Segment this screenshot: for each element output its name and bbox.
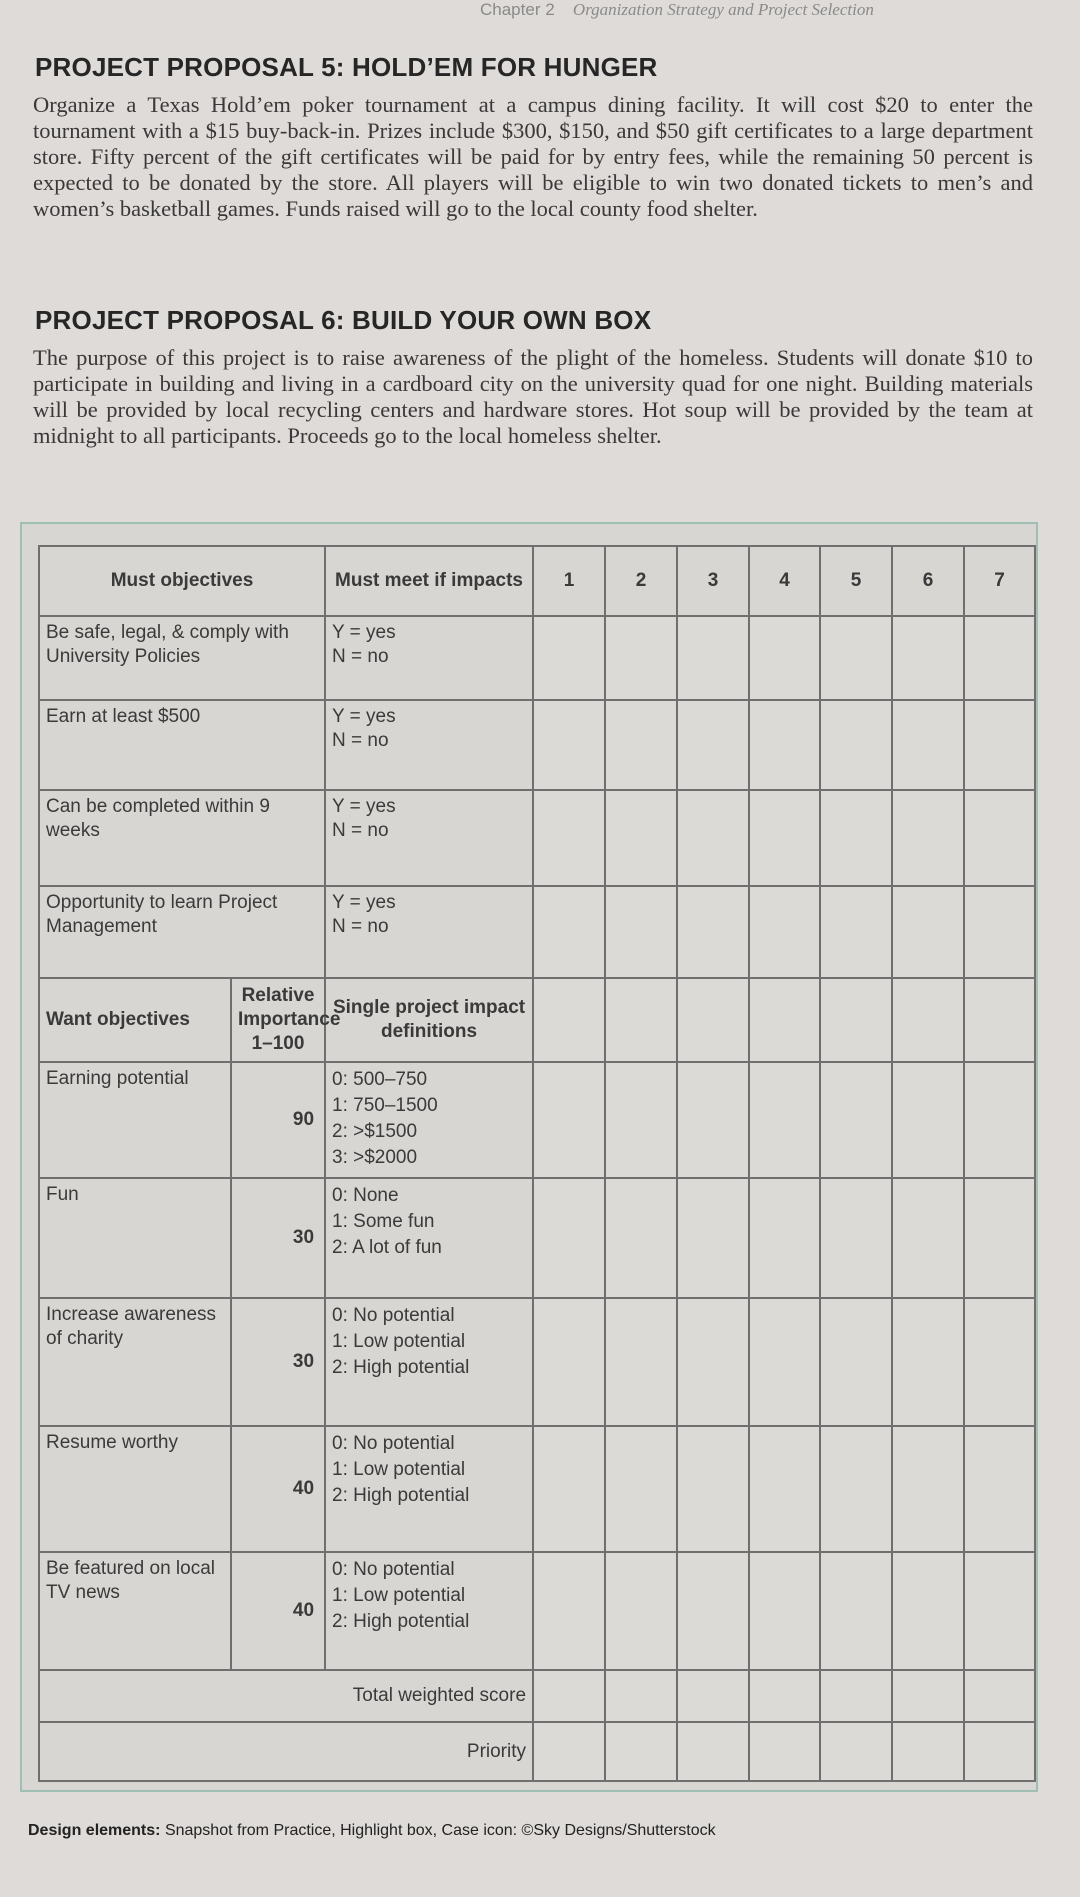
proposal-6-heading: PROJECT PROPOSAL 6: BUILD YOUR OWN BOX: [35, 305, 652, 335]
must-objective: Can be completed within 9 weeks: [39, 790, 325, 886]
header-row: [39, 546, 1035, 616]
must-row: [39, 616, 1035, 700]
relative-importance: 40: [231, 1426, 325, 1552]
project-col-3: 3: [677, 546, 749, 616]
want-objective: Increase awareness of charity: [39, 1298, 231, 1426]
priority-label: Priority: [39, 1722, 533, 1781]
want-header-row: [39, 978, 1035, 1062]
project-col-2: 2: [605, 546, 677, 616]
relative-importance: 30: [231, 1298, 325, 1426]
want-objective: Resume worthy: [39, 1426, 231, 1552]
project-col-1: 1: [533, 546, 605, 616]
want-row: [39, 1062, 1035, 1178]
must-row: [39, 790, 1035, 886]
project-col-6: 6: [892, 546, 964, 616]
must-row: [39, 700, 1035, 790]
project-col-7: 7: [964, 546, 1035, 616]
chapter-title: Organization Strategy and Project Selection: [572, 0, 874, 19]
design-credits-label: Design elements:: [28, 1822, 161, 1839]
chapter-label: Chapter 2: [480, 0, 555, 19]
priority-row: [39, 1722, 1035, 1781]
want-objective: Fun: [39, 1178, 231, 1298]
relative-importance-header: Relative Importance 1–100: [231, 978, 325, 1062]
want-row: [39, 1178, 1035, 1298]
must-meet-definition: Y = yes N = no: [325, 790, 533, 886]
must-meet-header: Must meet if impacts: [325, 546, 533, 616]
proposal-5-text: Organize a Texas Hold’em poker tournament at a campus dining facility. It will cost $20 to enter the tournament with a $15 buy-back-in. Prizes include $300, $150, and $50 gift certificates to a large department store. Fifty percent of the gift certificates will be paid for by entry fees, while the remaining 50 percent is expected to be donated by the store. All players will be eligible to win two donated tickets to men’s and women’s basketball games. Funds raised will go to the local county food shelter.: [33, 92, 1033, 221]
design-credits-text: Snapshot from Practice, Highlight box, Case icon: ©Sky Designs/Shutterstock: [164, 1822, 716, 1839]
running-head: [480, 0, 874, 20]
proposal-6-text: The purpose of this project is to raise awareness of the plight of the homeless. Students will donate $10 to participate in building and living in a cardboard city on the university quad for one night. Building materials will be provided by local recycling centers and hardware stores. Hot soup will be provided by the team at midnight to all participants. Proceeds go to the local homeless shelter.: [33, 345, 1033, 448]
total-weighted-score-label: Total weighted score: [39, 1670, 533, 1722]
must-row: [39, 886, 1035, 978]
selection-matrix: [38, 545, 1036, 1782]
want-objective: Be featured on local TV news: [39, 1552, 231, 1670]
must-meet-definition: Y = yes N = no: [325, 886, 533, 978]
must-objective: Opportunity to learn Project Management: [39, 886, 325, 978]
must-objective: Earn at least $500: [39, 700, 325, 790]
want-objectives-header: Want objectives: [39, 978, 231, 1062]
impact-definitions: 0: No potential 1: Low potential 2: High potential: [325, 1426, 533, 1552]
want-row: [39, 1426, 1035, 1552]
must-objective: Be safe, legal, & comply with University Policies: [39, 616, 325, 700]
total-row: [39, 1670, 1035, 1722]
must-meet-definition: Y = yes N = no: [325, 616, 533, 700]
project-col-4: 4: [749, 546, 820, 616]
single-project-header: Single project impact definitions: [325, 978, 533, 1062]
impact-definitions: 0: No potential 1: Low potential 2: High potential: [325, 1552, 533, 1670]
impact-definitions: 0: 500–750 1: 750–1500 2: >$1500 3: >$2000: [325, 1062, 533, 1178]
project-col-5: 5: [820, 546, 892, 616]
impact-definitions: 0: None 1: Some fun 2: A lot of fun: [325, 1178, 533, 1298]
impact-definitions: 0: No potential 1: Low potential 2: High potential: [325, 1298, 533, 1426]
design-credits: [28, 1822, 716, 1840]
relative-importance: 30: [231, 1178, 325, 1298]
must-objectives-header: Must objectives: [39, 546, 325, 616]
want-objective: Earning potential: [39, 1062, 231, 1178]
proposal-5-heading: PROJECT PROPOSAL 5: HOLD’EM FOR HUNGER: [35, 52, 658, 82]
want-row: [39, 1298, 1035, 1426]
must-meet-definition: Y = yes N = no: [325, 700, 533, 790]
relative-importance: 90: [231, 1062, 325, 1178]
relative-importance: 40: [231, 1552, 325, 1670]
want-row: [39, 1552, 1035, 1670]
